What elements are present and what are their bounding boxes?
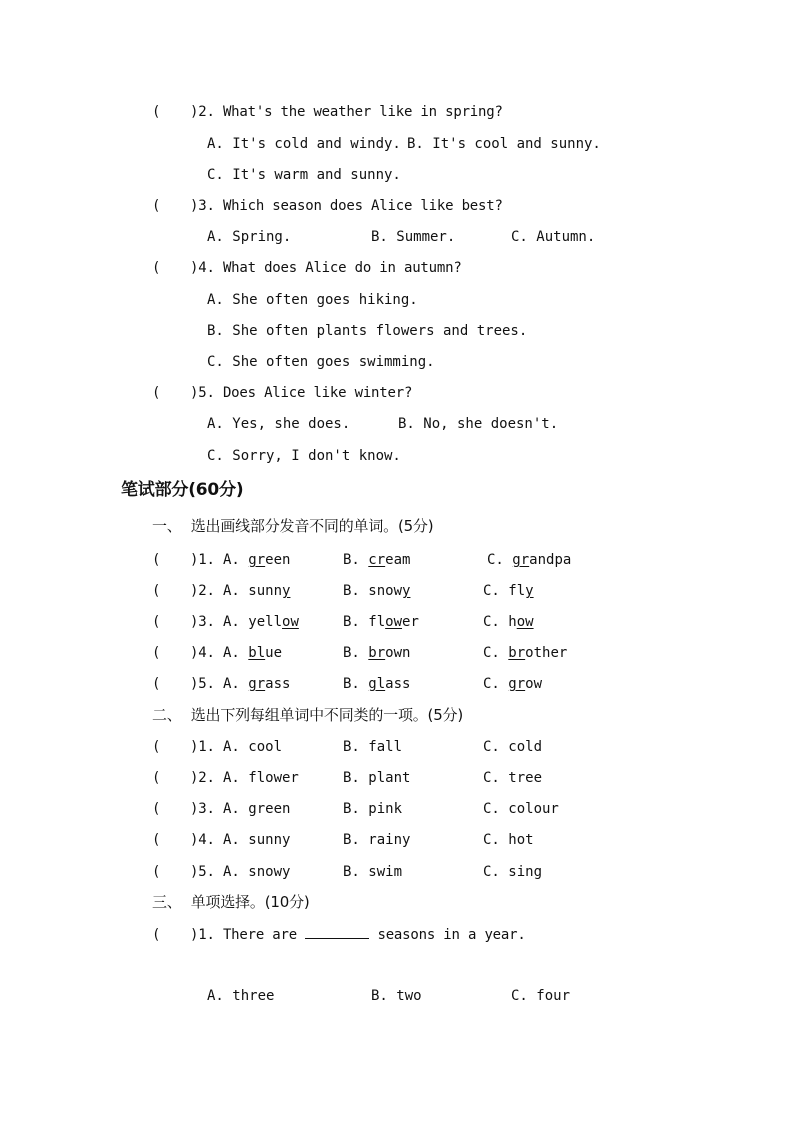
underlined-part: cr — [368, 552, 386, 568]
option-a: A. green — [223, 801, 291, 817]
option: A. three — [207, 988, 275, 1004]
option-a: A. cool — [223, 739, 283, 755]
answer-paren-open[interactable]: ( — [152, 614, 161, 630]
option-b: B. rainy — [343, 832, 411, 848]
answer-paren-open[interactable]: ( — [152, 739, 161, 755]
question-row: ( )5. Does Alice like winter? — [152, 385, 413, 401]
option-b: B. glass — [343, 676, 411, 692]
underlined-part: y — [402, 583, 411, 599]
option: C. four — [511, 988, 571, 1004]
option: C. Sorry, I don't know. — [207, 448, 401, 464]
section-title: 三、 单项选择。(10分) — [152, 893, 310, 911]
question-row: ( )1. — [152, 739, 215, 755]
section-title: 二、 选出下列每组单词中不同类的一项。(5分) — [152, 706, 463, 724]
answer-paren-open[interactable]: ( — [152, 864, 161, 880]
answer-paren-open[interactable]: ( — [152, 198, 161, 214]
question-row: ( )5. — [152, 676, 215, 692]
option-c: C. colour — [483, 801, 559, 817]
answer-paren-open[interactable]: ( — [152, 104, 161, 120]
answer-paren-open[interactable]: ( — [152, 645, 161, 661]
option: A. It's cold and windy. — [207, 136, 401, 152]
question-text: seasons in a year. — [377, 927, 526, 943]
option: B. two — [371, 988, 422, 1004]
question-number: 1. — [198, 552, 215, 568]
option-c: C. fly — [483, 583, 534, 599]
answer-paren-open[interactable]: ( — [152, 552, 161, 568]
underlined-part: ow — [282, 614, 299, 630]
question-number: 5. — [198, 864, 215, 880]
question-row: ( )4. — [152, 645, 215, 661]
option-b: B. pink — [343, 801, 403, 817]
question-number: 2. — [198, 104, 215, 120]
option: A. Spring. — [207, 229, 292, 245]
question-text: Which season does Alice like best? — [222, 198, 503, 214]
option: B. It's cool and sunny. — [407, 136, 601, 152]
section-heading: 笔试部分(60分) — [121, 480, 244, 500]
underlined-part: ow — [516, 614, 534, 630]
answer-paren-open[interactable]: ( — [152, 832, 161, 848]
question-row: ( )3. — [152, 614, 215, 630]
option-c: C. brother — [483, 645, 568, 661]
option: A. Yes, she does. — [207, 416, 351, 432]
option: B. She often plants flowers and trees. — [207, 323, 528, 339]
option-b: B. flower — [343, 614, 419, 630]
option: B. Summer. — [371, 229, 456, 245]
question-number: 1. — [198, 927, 215, 943]
question-text: What's the weather like in spring? — [222, 104, 503, 120]
underlined-part: gr — [508, 676, 526, 692]
answer-blank[interactable] — [305, 924, 369, 939]
option-a: A. flower — [223, 770, 299, 786]
option-c: C. tree — [483, 770, 543, 786]
option-a: A. snowy — [223, 864, 291, 880]
question-row: ( )4. — [152, 832, 215, 848]
question-row: ( )2. What's the weather like in spring? — [152, 104, 503, 120]
question-number: 3. — [198, 614, 215, 630]
answer-paren-open[interactable]: ( — [152, 385, 161, 401]
question-row: ( )4. What does Alice do in autumn? — [152, 260, 462, 276]
option-b: B. fall — [343, 739, 403, 755]
question-row: ( )2. — [152, 770, 215, 786]
question-row: ( )1. There are seasons in a year. — [152, 924, 526, 945]
question-text: There are — [222, 927, 297, 943]
option-a: A. grass — [223, 676, 291, 692]
question-row: ( )5. — [152, 864, 215, 880]
question-number: 4. — [198, 832, 215, 848]
underlined-part: gl — [368, 676, 386, 692]
option: C. Autumn. — [511, 229, 596, 245]
option-a: A. green — [223, 552, 291, 568]
option: B. No, she doesn't. — [398, 416, 559, 432]
option-c: C. how — [483, 614, 534, 630]
question-number: 2. — [198, 583, 215, 599]
question-number: 3. — [198, 198, 215, 214]
option-a: A. yellow — [223, 614, 299, 630]
question-row: ( )2. — [152, 583, 215, 599]
question-number: 4. — [198, 260, 215, 276]
question-text: Does Alice like winter? — [222, 385, 413, 401]
question-row: ( )3. Which season does Alice like best? — [152, 198, 503, 214]
option-c: C. sing — [483, 864, 543, 880]
option-b: B. plant — [343, 770, 411, 786]
option-a: A. blue — [223, 645, 283, 661]
answer-paren-open[interactable]: ( — [152, 676, 161, 692]
question-row: ( )1. — [152, 552, 215, 568]
option-c: C. grow — [483, 676, 543, 692]
option: C. She often goes swimming. — [207, 354, 435, 370]
underlined-part: br — [508, 645, 526, 661]
option-a: A. sunny — [223, 583, 291, 599]
question-number: 3. — [198, 801, 215, 817]
option-b: B. cream — [343, 552, 411, 568]
option: C. It's warm and sunny. — [207, 167, 401, 183]
option-a: A. sunny — [223, 832, 291, 848]
answer-paren-open[interactable]: ( — [152, 927, 161, 943]
underlined-part: gr — [512, 552, 530, 568]
option-c: C. cold — [483, 739, 543, 755]
underlined-part: y — [525, 583, 534, 599]
underlined-part: gr — [248, 552, 266, 568]
question-row: ( )3. — [152, 801, 215, 817]
section-title: 一、 选出画线部分发音不同的单词。(5分) — [152, 517, 434, 535]
question-number: 4. — [198, 645, 215, 661]
question-text: What does Alice do in autumn? — [222, 260, 462, 276]
option-c: C. grandpa — [487, 552, 572, 568]
option-b: B. swim — [343, 864, 403, 880]
underlined-part: ow — [385, 614, 403, 630]
answer-paren-open[interactable]: ( — [152, 583, 161, 599]
question-number: 5. — [198, 676, 215, 692]
option-b: B. brown — [343, 645, 411, 661]
answer-paren-open[interactable]: ( — [152, 260, 161, 276]
question-number: 5. — [198, 385, 215, 401]
underlined-part: bl — [248, 645, 266, 661]
option-c: C. hot — [483, 832, 534, 848]
option-b: B. snowy — [343, 583, 411, 599]
underlined-part: y — [282, 583, 291, 599]
underlined-part: br — [368, 645, 386, 661]
question-number: 2. — [198, 770, 215, 786]
underlined-part: gr — [248, 676, 266, 692]
question-number: 1. — [198, 739, 215, 755]
answer-paren-open[interactable]: ( — [152, 801, 161, 817]
answer-paren-open[interactable]: ( — [152, 770, 161, 786]
option: A. She often goes hiking. — [207, 292, 418, 308]
